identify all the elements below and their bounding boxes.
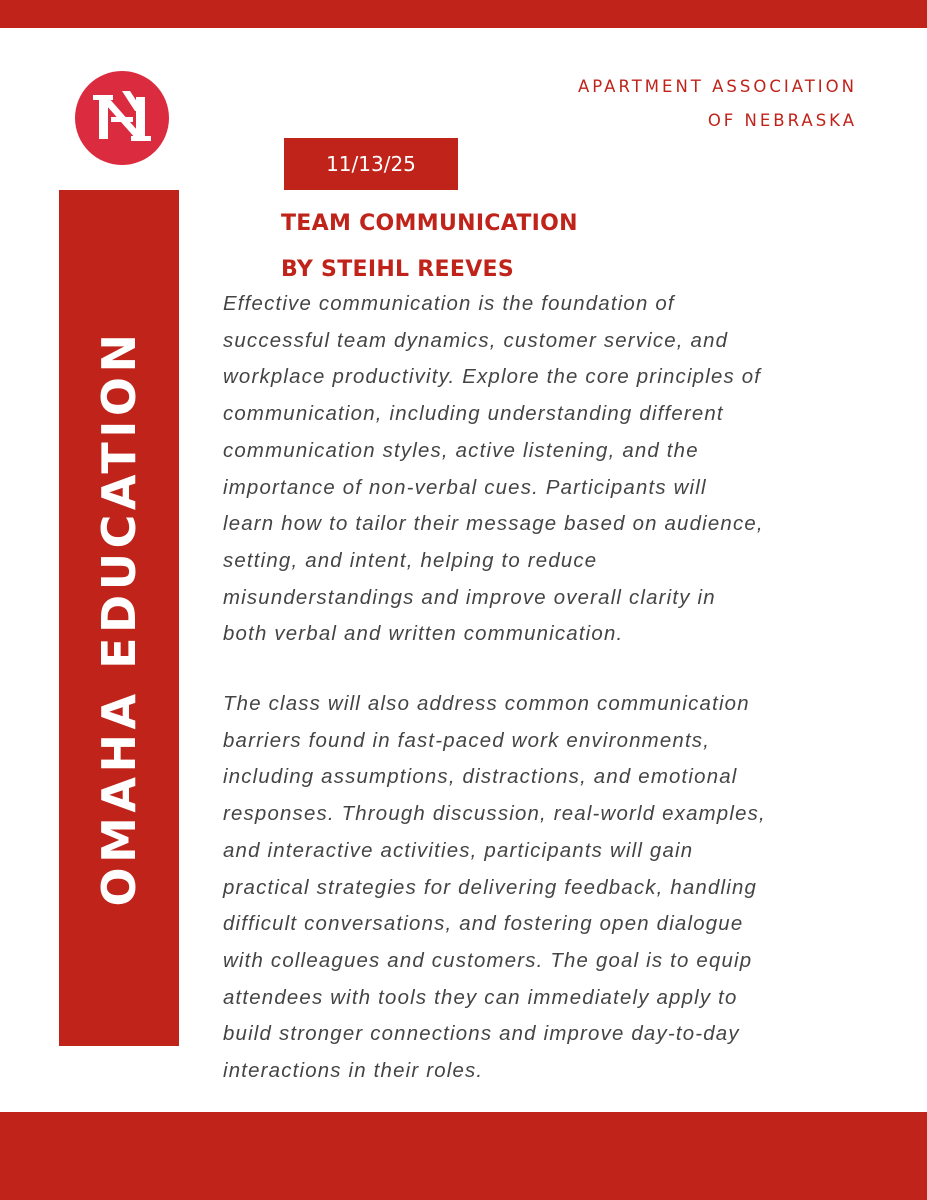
paragraph-line: communication styles, active listening, and the — [223, 439, 699, 462]
organization-name-line1: APARTMENT ASSOCIATION — [577, 77, 857, 96]
paragraph-line: successful team dynamics, customer service, and — [223, 329, 729, 352]
paragraph-line: and interactive activities, participants will gain — [223, 839, 694, 862]
description-paragraph-2 — [223, 686, 903, 1090]
paragraph-line: Effective communication is the foundation of — [223, 293, 675, 315]
paragraph-line: workplace productivity. Explore the core principles of — [223, 366, 762, 389]
paragraph-line: The class will also address common communication — [223, 693, 750, 715]
paragraph-line: interactions in their roles. — [223, 1060, 484, 1083]
paragraph-line: attendees with tools they can immediately apply to — [223, 986, 738, 1009]
paragraph-line: misunderstandings and improve overall clarity in — [223, 586, 716, 609]
aan-monogram-icon — [75, 71, 169, 165]
paragraph-line: with colleagues and customers. The goal is to equip — [223, 949, 753, 972]
top-border-bar — [0, 0, 927, 28]
paragraph-line: communication, including understanding different — [223, 403, 724, 426]
side-banner-text: OMAHA EDUCATION — [92, 329, 146, 907]
side-banner — [59, 190, 179, 1046]
paragraph-line: build stronger connections and improve day-to-day — [223, 1023, 740, 1046]
class-presenter: BY STEIHL REEVES — [281, 257, 515, 282]
bottom-border-bar — [0, 1112, 927, 1200]
paragraph-line: responses. Through discussion, real-world examples, — [223, 803, 766, 826]
paragraph-line: learn how to tailor their message based on audience, — [223, 513, 764, 536]
paragraph-line: barriers found in fast-paced work environments, — [223, 729, 711, 752]
paragraph-line: including assumptions, distractions, and emotional — [223, 766, 738, 789]
paragraph-line: setting, and intent, helping to reduce — [223, 549, 598, 572]
paragraph-line: practical strategies for delivering feedback, handling — [223, 876, 758, 899]
date-text: 11/13/25 — [326, 152, 416, 176]
paragraph-line: both verbal and written communication. — [223, 623, 624, 646]
paragraph-line: importance of non-verbal cues. Participants will — [223, 476, 707, 499]
paragraph-line: difficult conversations, and fostering open dialogue — [223, 913, 744, 936]
date-badge — [284, 138, 458, 190]
class-title: TEAM COMMUNICATION — [281, 211, 578, 236]
organization-name-line2: OF NEBRASKA — [707, 111, 857, 130]
description-paragraph-1 — [223, 286, 903, 653]
organization-name — [578, 70, 857, 138]
